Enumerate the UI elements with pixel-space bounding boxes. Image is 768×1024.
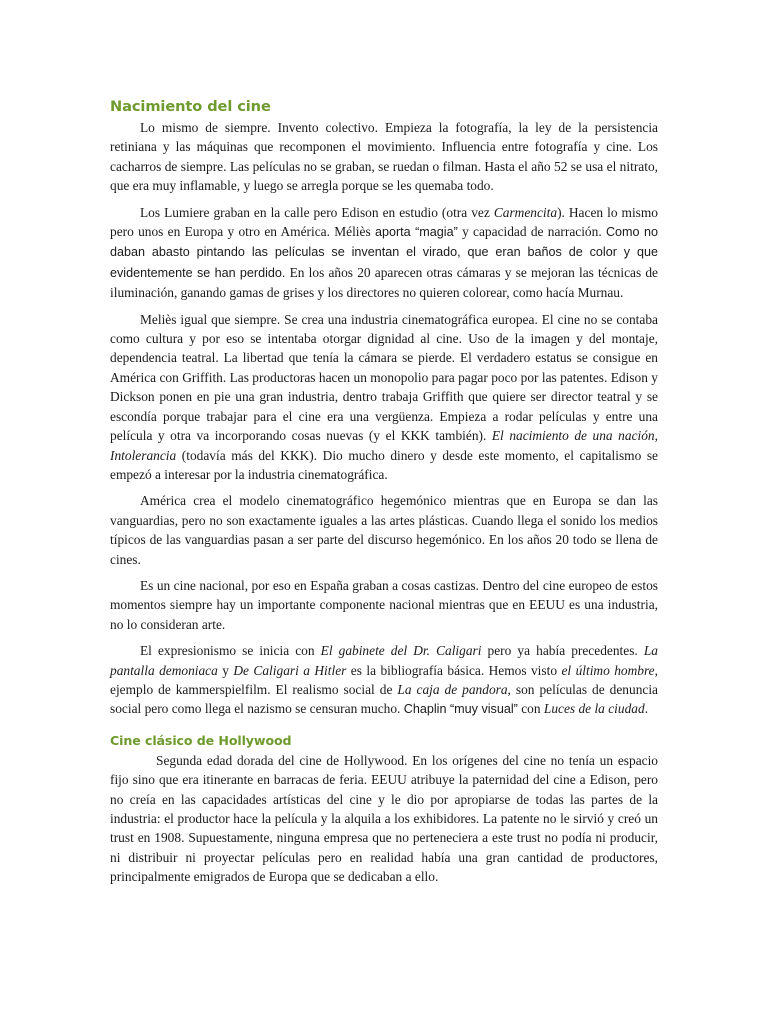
text-run: Como no daban abasto pintando las películas se inventan el virado, que eran baños de color y que evidentemente se han perdido. [110,225,658,280]
text-run: pero ya había precedentes. [481,643,644,659]
text-run: Los Lumiere graban en la calle pero Edison en estudio (otra vez [140,204,494,220]
text-run: En los años 20 aparecen otras cámaras y se mejoran las técnicas de iluminación, ganando gamas de grises y los directores no quieren colorear, como hacía Murnau. [110,264,658,301]
italic-title-luces-ciudad: Luces de la ciudad [543,701,645,717]
text-run: (todavía más del KKK). Dio mucho dinero y desde este momento, el capitalismo se empezó a interesar por la industria cinematográfica. [110,447,658,482]
paragraph-7: Segunda edad dorada del cine de Hollywood. En los orígenes del cine no tenía un espacio fijo sino que era itinerante en barracas de feria. EEUU atribuye la paternidad del cine a Edison, pero no creía en las capacidades artísticas del cine y le dio por apropiarse de todas las partes de la industria: el productor hace la película y la alquila a los exhibidores. La patente no le sirvió y creó un trust en 1908. Supuestamente, ninguna empresa que no perteneciera a este trust no podía ni producir, ni distribuir ni proyectar películas pero en realidad había una gran cantidad de productores, principalmente emigrados de Europa que se dedicaban a ello. [110,752,658,885]
paragraph-2 [110,203,658,303]
text-run: , ejemplo de kammerspielfilm. El realismo social de [110,662,658,697]
paragraph-6 [110,641,658,720]
text-run: con [517,701,544,717]
text-run: Meliès igual que siempre. Se crea una industria cinematográfica europea. El cine no se contaba como cultura y por eso se intentaba otorgar dignidad al cine. Uso de la imagen y del montaje, dependencia teatral. La libertad que tenía la cámara se pierde. El verdadero estatus se consigue en América con Griffith. Las productoras hacen un monopolio para pagar poco por las patentes. Edison y Dickson ponen en pie una gran industria, dentro trabaja Griffith que quiere ser director teatral y se escondía porque trabajar para el cine era una vergüenza. Empieza a rodar películas y entre una película y otra va incorporando cosas nuevas (y el KKK también). [110,311,658,444]
document-page [110,98,658,894]
italic-title-caligari: El gabinete del Dr. Caligari [320,643,482,659]
section-heading-nacimiento: Nacimiento del cine [110,98,271,115]
paragraph-1: Lo mismo de siempre. Invento colectivo. Empieza la fotografía, la ley de la persistencia retiniana y las máquinas que recomponen el movimiento. Influencia entre fotografía y cine. Los cacharros de siempre. Las películas no se graban, se ruedan o filman. Hasta el año 52 se usa el nitrato, que era muy inflamable, y luego se arregla porque se les quemaba todo. [110,120,658,194]
text-run: ). Hacen lo mismo pero unos en Europa y otro en América. Méliès [110,204,658,240]
text-run: El expresionismo se inicia con [140,643,321,659]
italic-title-nacimiento-nacion: El nacimiento de una nación [491,428,655,444]
text-run: , [654,428,658,444]
paragraph-3 [110,310,658,485]
paragraph-5: Es un cine nacional, por eso en España graban a cosas castizas. Dentro del cine europeo de estos momentos siempre hay un importante componente nacional mientras que en EEUU es una industria, no lo consideran arte. [110,577,658,632]
text-run: , son películas de denuncia social pero como llega el nazismo se censuran mucho. [110,681,658,717]
italic-title-intolerancia: Intolerancia [110,447,177,463]
italic-title-carmencita: Carmencita [493,204,558,220]
section-heading-hollywood: Cine clásico de Hollywood [110,732,292,748]
text-run: y capacidad de narración. [457,224,606,240]
text-run: aporta “magia” [374,225,458,240]
paragraph-4: América crea el modelo cinematográfico hegemónico mientras que en Europa se dan las vanguardias, pero no son exactamente iguales a las artes plásticas. Cuando llega el sonido los medios típicos de las vanguardias pasan a ser parte del discurso hegemónico. En los años 20 todo se llena de cines. [110,493,658,567]
italic-title-pantalla-demoniaca: La pantalla demoniaca [110,643,658,678]
text-run: . [644,701,649,717]
italic-title-caja-pandora: La caja de pandora [397,681,508,697]
text-run: y [217,662,234,678]
italic-title-ultimo-hombre: el último hombre [561,662,655,678]
text-run: es la bibliografía básica. Hemos visto [346,662,562,678]
italic-title-caligari-hitler: De Caligari a Hitler [233,662,347,678]
text-run: Chaplin “muy visual” [403,702,518,717]
